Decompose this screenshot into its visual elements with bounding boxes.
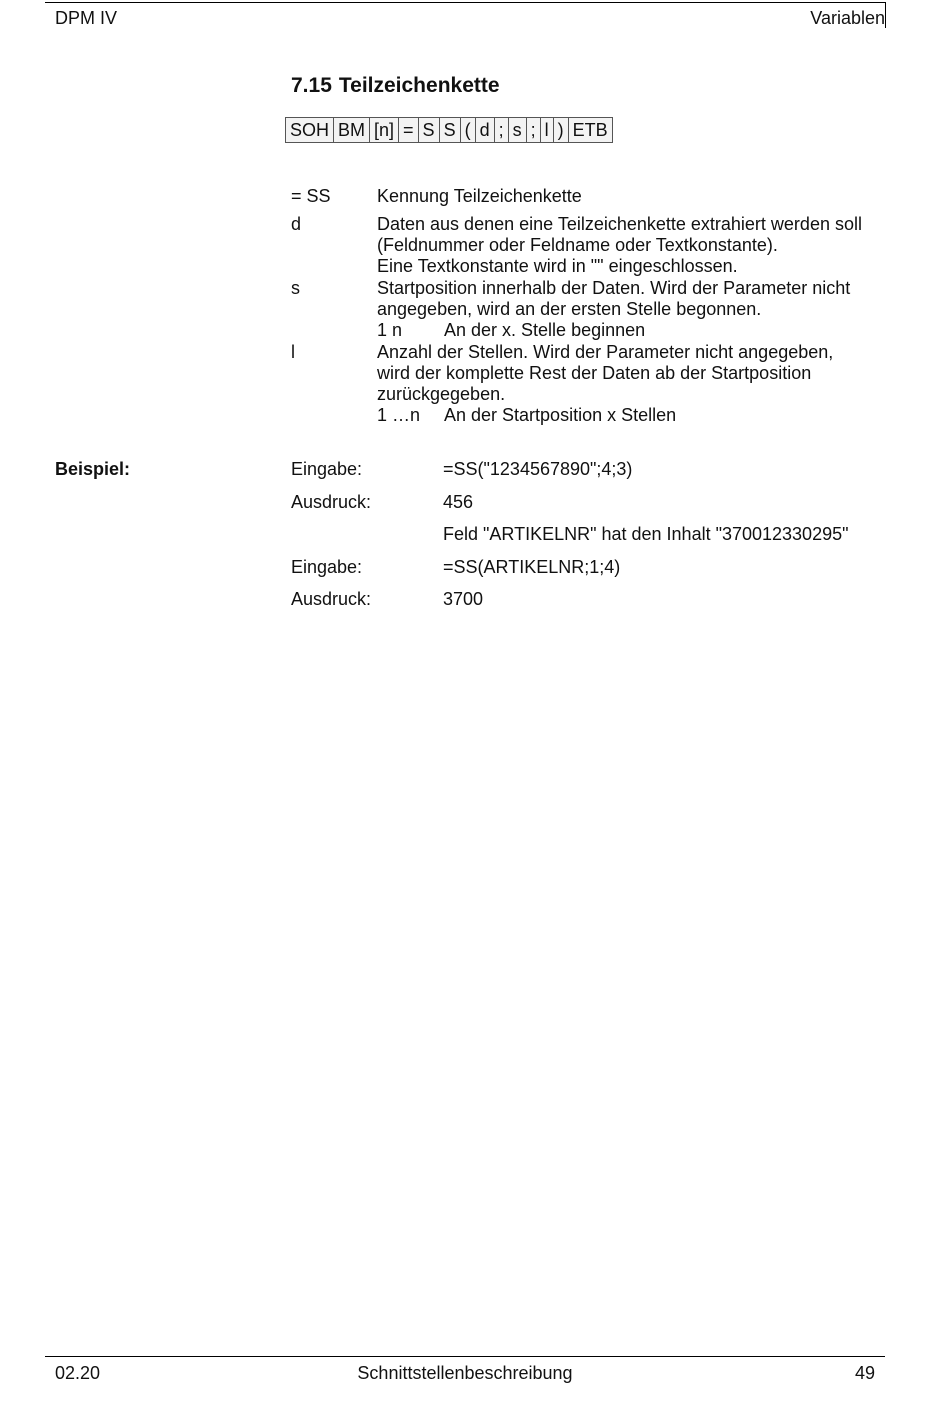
param-range-s: 1 n <box>377 320 403 340</box>
command-syntax <box>285 117 613 143</box>
header-edge-rule <box>885 2 886 28</box>
param-line: wird der komplette Rest der Daten ab der Startposition <box>377 363 812 383</box>
section-number: 7.15 <box>291 74 332 97</box>
param-key-d: d <box>291 214 302 234</box>
section-title <box>291 74 500 98</box>
syntax-cell: ; <box>494 118 508 143</box>
syntax-cell: ; <box>526 118 540 143</box>
footer-date: 02.20 <box>55 1363 101 1383</box>
param-range-desc-s: An der x. Stelle beginnen <box>444 320 646 340</box>
syntax-cell: ) <box>553 118 568 143</box>
section-title-text: Teilzeichenkette <box>338 74 500 97</box>
syntax-cell: l <box>540 118 553 143</box>
param-line: Kennung Teilzeichenkette <box>377 186 582 206</box>
footer-document-title: Schnittstellenbeschreibung <box>357 1363 573 1383</box>
syntax-cell: BM <box>334 118 370 143</box>
param-key-l: l <box>291 342 295 362</box>
param-range-l: 1 …n <box>377 405 421 425</box>
footer-rule <box>45 1356 885 1357</box>
example-value: 456 <box>443 492 474 512</box>
param-line: zurückgegeben. <box>377 384 506 404</box>
syntax-cell: s <box>508 118 526 143</box>
example-value: =SS("1234567890";4;3) <box>443 459 633 479</box>
syntax-cell: S <box>439 118 460 143</box>
syntax-cell: = <box>399 118 419 143</box>
syntax-cell: ETB <box>568 118 612 143</box>
example-key: Eingabe: <box>291 557 363 577</box>
syntax-cell: SOH <box>286 118 334 143</box>
example-label: Beispiel: <box>55 459 131 479</box>
example-value: Feld "ARTIKELNR" hat den Inhalt "370012330295" <box>443 524 849 544</box>
page-number: 49 <box>854 1363 875 1383</box>
example-value: 3700 <box>443 589 484 609</box>
header-chapter: Variablen <box>810 8 885 28</box>
example-value: =SS(ARTIKELNR;1;4) <box>443 557 621 577</box>
param-key-s: s <box>291 278 300 298</box>
param-line: (Feldnummer oder Feldname oder Textkonstante). <box>377 235 778 255</box>
param-key-ss: = SS <box>291 186 331 206</box>
syntax-cell: ( <box>460 118 475 143</box>
param-line: angegeben, wird an der ersten Stelle begonnen. <box>377 299 762 319</box>
param-range-desc-l: An der Startposition x Stellen <box>444 405 677 425</box>
header-rule <box>45 2 885 3</box>
param-desc-d <box>377 214 862 277</box>
param-desc-s <box>377 278 850 320</box>
param-line: Startposition innerhalb der Daten. Wird der Parameter nicht <box>377 278 851 298</box>
param-line: Daten aus denen eine Teilzeichenkette extrahiert werden soll <box>377 214 862 234</box>
param-desc-l <box>377 342 833 405</box>
example-key: Ausdruck: <box>291 589 372 609</box>
header-product: DPM IV <box>55 8 118 28</box>
syntax-cell: d <box>475 118 494 143</box>
example-key: Eingabe: <box>291 459 363 479</box>
param-line: Anzahl der Stellen. Wird der Parameter nicht angegeben, <box>377 342 834 362</box>
example-key: Ausdruck: <box>291 492 372 512</box>
param-line: Eine Textkonstante wird in "" eingeschlossen. <box>377 256 738 276</box>
syntax-cell: [n] <box>370 118 399 143</box>
param-desc-ss <box>377 186 582 207</box>
syntax-cell: S <box>418 118 439 143</box>
